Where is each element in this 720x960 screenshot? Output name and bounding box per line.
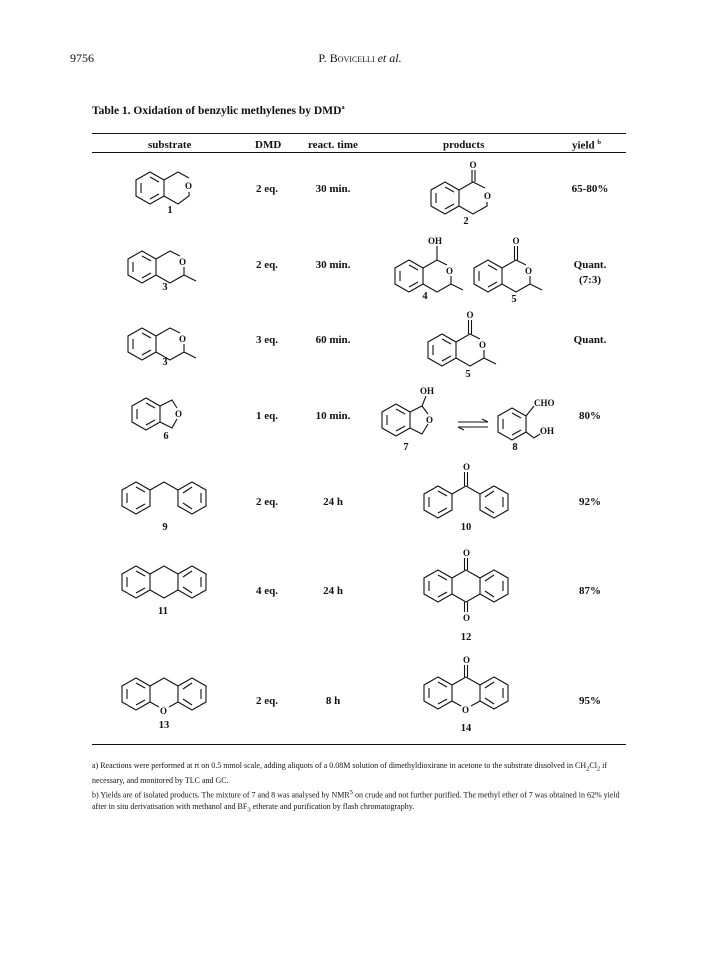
yield-value: 65-80% [571, 183, 609, 195]
atom-label-o: O [463, 655, 471, 665]
dmd-equivalents: 2 eq. [256, 496, 278, 508]
atom-label-oh: OH [420, 386, 435, 396]
atom-label-o: O [466, 310, 474, 320]
dmd-equivalents: 2 eq. [256, 183, 278, 195]
footnote-b-text: on crude and not further purified. The methyl ether of 7 was obtained in 62% yield after in situ derivatisation with methanol and BF [92, 790, 620, 811]
dmd-equivalents: 4 eq. [256, 585, 278, 597]
table-top-rule [92, 133, 626, 134]
reaction-time: 24 h [323, 496, 343, 508]
atom-label-o: O [179, 334, 187, 344]
header-yield-mark: b [597, 139, 601, 146]
footnote-b-sub: 3 [247, 806, 251, 814]
dmd-equivalents: 2 eq. [256, 259, 278, 271]
header-dmd: DMD [255, 139, 282, 151]
reaction-time: 24 h [323, 585, 343, 597]
footnote-b-text: etherate and purification by flash chromatography. [250, 801, 415, 811]
running-head-et-al: et al. [377, 51, 402, 65]
reaction-time: 60 min. [315, 334, 351, 346]
product-number: 10 [460, 522, 472, 533]
table-bottom-rule [92, 744, 626, 745]
product-number: 4 [422, 291, 428, 302]
yield-value: 95% [579, 695, 601, 707]
atom-label-o: O [525, 266, 533, 276]
atom-label-o: O [463, 548, 471, 558]
structure-benzophenone-10 [420, 458, 516, 522]
product-number: 12 [460, 632, 472, 643]
footnote-a-text: if necessary, and monitored by TLC and GC. [92, 761, 608, 786]
structure-lactone-5 [426, 308, 506, 374]
footnote-a-text: Cl [589, 761, 597, 770]
atom-label-cho: CHO [534, 398, 555, 408]
yield-value: 92% [579, 496, 601, 508]
product-number: 8 [512, 442, 518, 453]
footnote-b [92, 787, 632, 816]
running-head [0, 51, 720, 66]
header-products: products [443, 139, 485, 151]
reaction-time: 30 min. [315, 183, 351, 195]
header-substrate: substrate [148, 139, 192, 151]
footnote-b-sup: 5 [349, 788, 353, 796]
substrate-number: 13 [158, 720, 170, 731]
product-number: 7 [403, 442, 409, 453]
structure-hydroxymethylbenzaldehyde-8 [496, 388, 566, 446]
atom-label-o: O [484, 191, 492, 201]
reaction-time: 8 h [325, 695, 341, 707]
footnote-a-sub: 2 [586, 765, 590, 773]
structure-dihydroanthracene-11 [118, 556, 214, 602]
reaction-time: 10 min. [315, 410, 351, 422]
dmd-equivalents: 3 eq. [256, 334, 278, 346]
structure-lactone-5 [472, 234, 552, 300]
product-number: 14 [460, 723, 472, 734]
running-head-author: P. Bovicelli [318, 51, 375, 65]
dmd-equivalents: 2 eq. [256, 695, 278, 707]
product-number: 5 [465, 369, 471, 380]
substrate-number: 1 [167, 205, 173, 216]
yield-value: Quant. [573, 334, 607, 346]
substrate-number: 3 [162, 357, 168, 368]
atom-label-o: O [462, 705, 470, 715]
atom-label-o: O [175, 409, 183, 419]
atom-label-o: O [179, 257, 187, 267]
footnote-a-sub: 2 [596, 765, 601, 773]
footnote-a [92, 760, 632, 787]
structure-methylisochroman-3 [126, 314, 206, 362]
table-caption-mark: a [341, 104, 345, 111]
atom-label-o: O [446, 266, 454, 276]
table-caption-text: Table 1. Oxidation of benzylic methylenes by DMD [92, 104, 342, 117]
yield-value: 80% [579, 410, 601, 422]
atom-label-o: O [469, 160, 477, 170]
footnote-a-text: a) Reactions were performed at rt on 0.5 mmol scale, adding aliquots of a 0.08M solution of dimethyldioxirane in acetone to the substrate dissolved in CH [92, 761, 587, 770]
yield-value: Quant. [573, 259, 607, 271]
product-number: 2 [463, 216, 469, 227]
atom-label-o: O [426, 415, 434, 425]
structure-anthraquinone-12 [420, 546, 516, 626]
substrate-number: 3 [162, 282, 168, 293]
atom-label-o: O [463, 462, 471, 472]
atom-label-oh: OH [540, 426, 555, 436]
reaction-time: 30 min. [315, 259, 351, 271]
header-yield-text: yield [572, 139, 595, 152]
yield-ratio: (7:3) [579, 274, 601, 286]
atom-label-o: O [479, 340, 487, 350]
atom-label-o: O [185, 181, 193, 191]
structure-xanthene-13 [118, 668, 214, 720]
page-number: 9756 [70, 51, 94, 65]
structure-isochromanone-2 [425, 160, 515, 220]
atom-label-o: O [160, 706, 168, 716]
header-react-time: react. time [308, 139, 358, 151]
atom-label-o: O [463, 613, 471, 623]
table-header-rule [92, 152, 626, 153]
atom-label-oh: OH [428, 236, 443, 246]
structure-hydroxyphthalan-7 [380, 384, 452, 442]
structure-xanthone-14 [420, 655, 516, 725]
substrate-number: 9 [162, 522, 168, 533]
table-footnotes [92, 760, 632, 816]
substrate-number: 11 [158, 606, 168, 617]
structure-methylisochroman-3 [126, 237, 206, 285]
product-number: 5 [511, 294, 517, 305]
atom-label-o: O [512, 236, 520, 246]
dmd-equivalents: 1 eq. [256, 410, 278, 422]
table-caption [92, 104, 345, 117]
equilibrium-arrow [454, 418, 494, 432]
footnote-b-text: b) Yields are of isolated products. The mixture of 7 and 8 was analysed by NMR [92, 790, 350, 800]
header-yield [572, 139, 601, 152]
yield-value: 87% [579, 585, 601, 597]
substrate-number: 6 [163, 431, 169, 442]
structure-diphenylmethane-9 [118, 472, 214, 518]
